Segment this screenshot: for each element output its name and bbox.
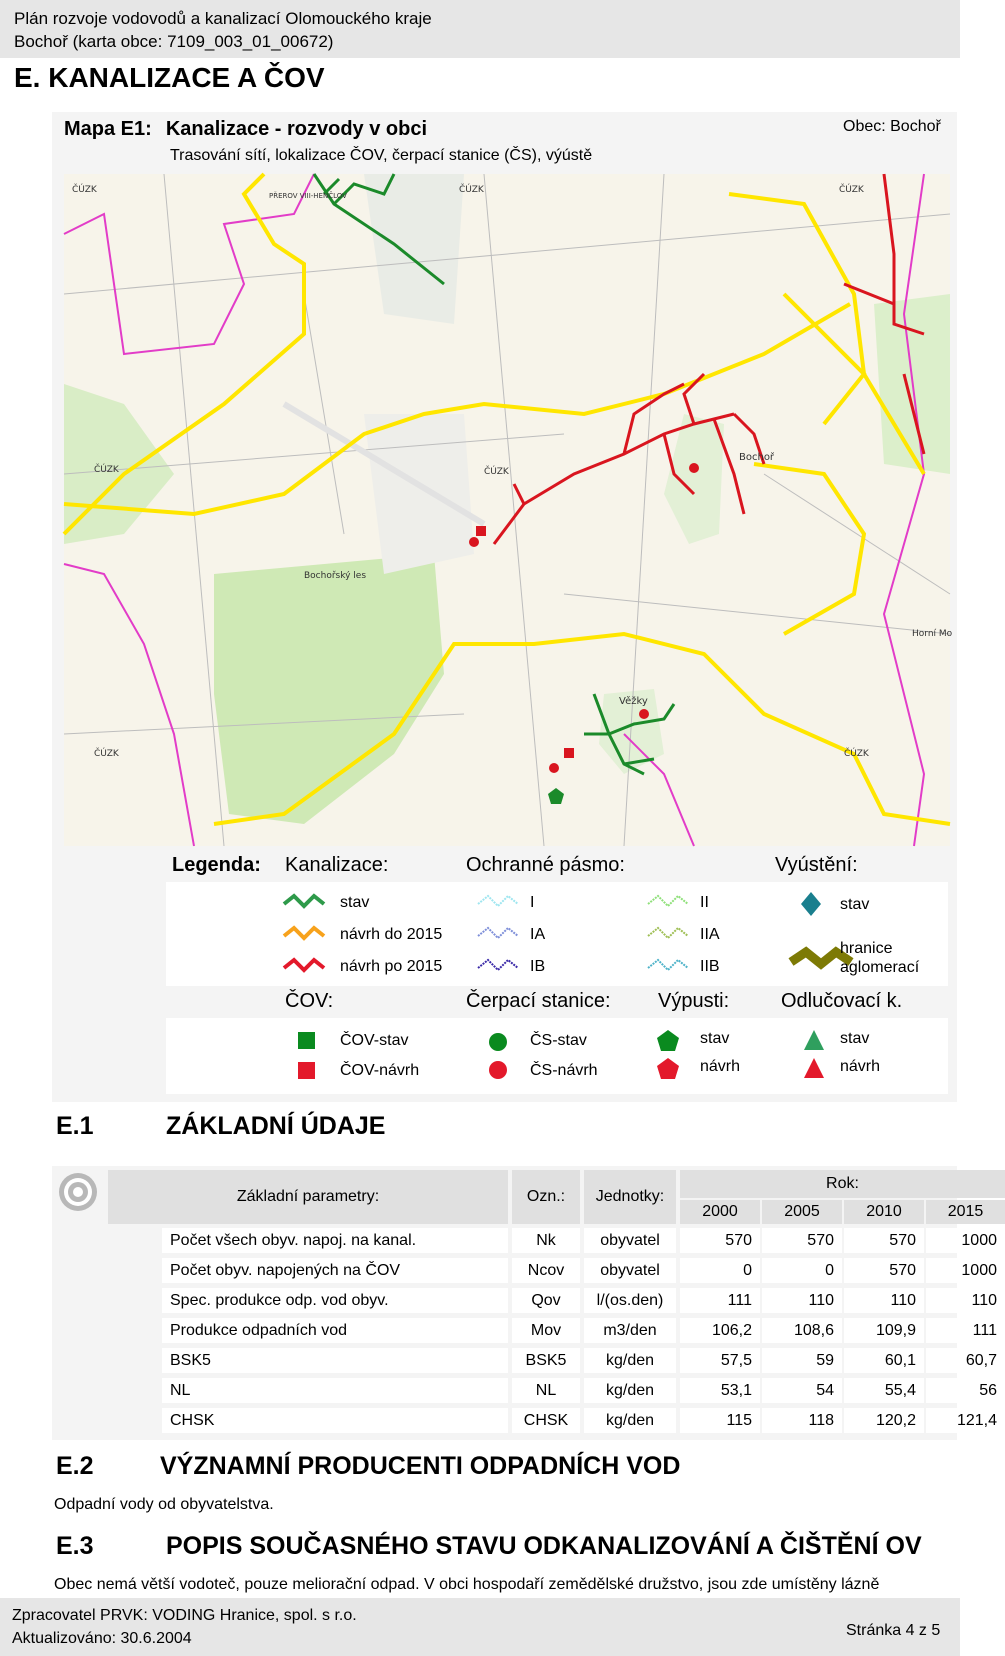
outlet-existing[interactable] — [548, 788, 564, 804]
row-value-2010: 120,2 — [844, 1408, 924, 1433]
wwtp-proposed[interactable] — [476, 526, 486, 536]
section-number-e2: E.2 — [56, 1452, 94, 1480]
row-value-2005: 118 — [762, 1408, 842, 1433]
row-value-2015: 111 — [926, 1318, 1005, 1343]
place-label: Bochořský les — [304, 571, 367, 581]
row-value-2015: 121,4 — [926, 1408, 1005, 1433]
row-value-2015: 60,7 — [926, 1348, 1005, 1373]
legend-label-cov-stav: ČOV-stav — [340, 1032, 409, 1049]
row-unit: obyvatel — [584, 1228, 676, 1253]
row-name: BSK5 — [162, 1348, 508, 1373]
municipality-label: Obec: Bochoř — [843, 118, 941, 135]
row-ozn: Qov — [512, 1288, 580, 1313]
legend-label-odl-stav: stav — [840, 1030, 870, 1047]
row-value-2000: 570 — [680, 1228, 760, 1253]
legend-discharge-existing — [657, 1030, 679, 1051]
section-heading-e3: POPIS SOUČASNÉHO STAVU ODKANALIZOVÁNÍ A ČIŠTĚNÍ OV — [166, 1532, 922, 1560]
municipal-boundary — [64, 174, 314, 354]
legend-symbols — [166, 882, 948, 986]
col-header-year: Rok: — [680, 1170, 1005, 1198]
legend-line-existing — [284, 896, 324, 906]
e3-text: Obec nemá větší vodoteč, pouze meliorační odpad. V obci hospodaří zemědělské družstvo, jsou zde umístěny lázně — [54, 1576, 880, 1593]
row-value-2000: 57,5 — [680, 1348, 760, 1373]
row-unit: kg/den — [584, 1378, 676, 1403]
row-unit: m3/den — [584, 1318, 676, 1343]
row-value-2005: 0 — [762, 1258, 842, 1283]
row-ozn: CHSK — [512, 1408, 580, 1433]
cuzk-label: ČÚZK — [459, 185, 484, 195]
legend-title: Legenda: — [172, 854, 261, 876]
legend-wwtp-heading: ČOV: — [285, 990, 334, 1012]
legend-line-proposed-2015 — [284, 928, 324, 938]
map-canvas — [64, 174, 953, 846]
place-label: PŘEROV VIII-HENČLOV — [269, 192, 347, 200]
basic-data-table — [52, 1166, 997, 1440]
section-number-e3: E.3 — [56, 1532, 94, 1560]
row-value-2005: 570 — [762, 1228, 842, 1253]
legend-wwtp-existing — [298, 1032, 315, 1049]
legend-label-IIA: IIA — [700, 926, 720, 943]
row-value-2005: 110 — [762, 1288, 842, 1313]
legend-pumping-proposed — [489, 1061, 507, 1079]
row-unit: kg/den — [584, 1348, 676, 1373]
row-ozn: BSK5 — [512, 1348, 580, 1373]
row-value-2000: 115 — [680, 1408, 760, 1433]
legend-zone-IB — [478, 960, 518, 970]
legend-label-cov-navrh: ČOV-návrh — [340, 1062, 420, 1079]
cuzk-label: ČÚZK — [72, 185, 97, 195]
page-footer — [0, 1598, 960, 1656]
row-name: Počet obyv. napojených na ČOV — [162, 1258, 508, 1283]
pumping-station-proposed[interactable] — [549, 763, 559, 773]
legend-pumping-heading: Čerpací stanice: — [466, 990, 611, 1012]
section-number-e1: E.1 — [56, 1112, 94, 1140]
legend-sewer-heading: Kanalizace: — [285, 854, 389, 876]
legend-separator-heading: Odlučovací k. — [781, 990, 903, 1012]
legend-box-points — [166, 1018, 948, 1094]
legend-wwtp-proposed — [298, 1062, 315, 1079]
cuzk-label: ČÚZK — [844, 749, 869, 759]
pumping-station-proposed[interactable] — [639, 709, 649, 719]
legend-line-proposed-after-2015 — [284, 960, 324, 970]
legend-zone-II — [648, 896, 688, 906]
wwtp-proposed[interactable] — [564, 748, 574, 758]
target-icon — [56, 1170, 100, 1214]
row-ozn: Ncov — [512, 1258, 580, 1283]
legend-outlet-heading: Vyústění: — [775, 854, 858, 876]
row-name: Počet všech obyv. napoj. na kanal. — [162, 1228, 508, 1253]
row-value-2010: 570 — [844, 1228, 924, 1253]
legend-separator-existing — [804, 1030, 824, 1050]
row-name: NL — [162, 1378, 508, 1403]
legend-outlet-diamond — [801, 892, 821, 916]
agglomeration-boundary — [754, 464, 864, 634]
map-title: Kanalizace - rozvody v obci — [165, 118, 428, 140]
footer-updated: Aktualizováno: 30.6.2004 — [12, 1630, 192, 1647]
col-header-2015: 2015 — [926, 1200, 1005, 1224]
row-value-2000: 0 — [680, 1258, 760, 1283]
municipal-boundary — [64, 564, 194, 846]
cuzk-label: ČÚZK — [839, 185, 864, 195]
row-value-2005: 59 — [762, 1348, 842, 1373]
row-value-2010: 55,4 — [844, 1378, 924, 1403]
section-heading-e1: ZÁKLADNÍ ÚDAJE — [166, 1112, 386, 1140]
legend-label-vyp-navrh: návrh — [700, 1058, 741, 1075]
legend-label-navrh-2015: návrh do 2015 — [340, 926, 443, 943]
legend-label-IIB: IIB — [700, 958, 720, 975]
place-label: Věžky — [619, 696, 648, 707]
legend-protection-heading: Ochranné pásmo: — [466, 854, 625, 876]
row-value-2000: 111 — [680, 1288, 760, 1313]
row-name: CHSK — [162, 1408, 508, 1433]
built-area — [364, 174, 464, 324]
page-header — [0, 0, 960, 58]
legend-label-vyp-stav: stav — [700, 1030, 730, 1047]
section-title: E. KANALIZACE A ČOV — [14, 62, 325, 93]
row-value-2010: 110 — [844, 1288, 924, 1313]
legend-label-IB: IB — [530, 958, 546, 975]
header-plan-title: Plán rozvoje vodovodů a kanalizací Olomouckého kraje — [14, 9, 432, 28]
legend-discharge-heading: Výpusti: — [658, 990, 730, 1012]
col-header-units: Jednotky: — [584, 1170, 676, 1224]
cuzk-label: ČÚZK — [94, 749, 119, 759]
legend-label-cs-navrh: ČS-návrh — [530, 1062, 598, 1079]
row-value-2005: 54 — [762, 1378, 842, 1403]
legend-label-IA: IA — [530, 926, 546, 943]
col-header-params: Základní parametry: — [108, 1170, 508, 1224]
row-value-2010: 570 — [844, 1258, 924, 1283]
section-heading-e2: VÝZNAMNÍ PRODUCENTI ODPADNÍCH VOD — [160, 1452, 681, 1480]
row-ozn: Nk — [512, 1228, 580, 1253]
legend-box-lines — [166, 882, 948, 986]
row-value-2015: 110 — [926, 1288, 1005, 1313]
row-value-2000: 53,1 — [680, 1378, 760, 1403]
cuzk-label: ČÚZK — [94, 465, 119, 475]
legend-label-II: II — [700, 894, 709, 911]
col-header-2010: 2010 — [844, 1200, 924, 1224]
row-value-2005: 108,6 — [762, 1318, 842, 1343]
row-value-2000: 106,2 — [680, 1318, 760, 1343]
pumping-station-proposed[interactable] — [469, 537, 479, 547]
map-heading — [64, 118, 427, 141]
col-header-2005: 2005 — [762, 1200, 842, 1224]
village-green — [664, 414, 724, 544]
e2-text: Odpadní vody od obyvatelstva. — [54, 1496, 274, 1513]
legend-label-I: I — [530, 894, 535, 911]
place-label: Bochoř — [739, 452, 775, 463]
legend-label-outlet-stav: stav — [840, 896, 870, 913]
row-value-2010: 109,9 — [844, 1318, 924, 1343]
map-subtitle: Trasování sítí, lokalizace ČOV, čerpací stanice (ČS), výústě — [170, 147, 593, 164]
header-municipality-card: Bochoř (karta obce: 7109_003_01_00672) — [14, 32, 334, 51]
legend-zone-IA — [478, 928, 518, 938]
footer-page-number: Stránka 4 z 5 — [846, 1622, 941, 1639]
row-name: Spec. produkce odp. vod obyv. — [162, 1288, 508, 1313]
agglomeration-boundary — [784, 294, 864, 424]
built-area — [364, 414, 474, 574]
sewer-map[interactable] — [64, 174, 953, 846]
row-ozn: NL — [512, 1378, 580, 1403]
map-label: Mapa E1: — [64, 118, 152, 140]
legend-zone-I — [478, 896, 518, 906]
legend-label-aglomeraci: aglomerací — [840, 959, 920, 976]
legend-label-cs-stav: ČS-stav — [530, 1032, 587, 1049]
legend-label-hranice: hranice — [840, 940, 893, 957]
footer-author: Zpracovatel PRVK: VODING Hranice, spol. s r.o. — [12, 1607, 357, 1624]
row-ozn: Mov — [512, 1318, 580, 1343]
row-unit: l/(os.den) — [584, 1288, 676, 1313]
legend-zone-IIA — [648, 928, 688, 938]
legend-zone-IIB — [648, 960, 688, 970]
municipal-boundary — [884, 174, 924, 846]
row-name: Produkce odpadních vod — [162, 1318, 508, 1343]
place-label: Horní Mo — [912, 629, 953, 639]
col-header-2000: 2000 — [680, 1200, 760, 1224]
row-value-2015: 1000 — [926, 1228, 1005, 1253]
pumping-station-proposed[interactable] — [689, 463, 699, 473]
legend-label-stav: stav — [340, 894, 370, 911]
col-header-ozn: Ozn.: — [512, 1170, 580, 1224]
cuzk-label: ČÚZK — [484, 467, 509, 477]
row-value-2015: 56 — [926, 1378, 1005, 1403]
legend-label-navrh-po-2015: návrh po 2015 — [340, 958, 443, 975]
legend-separator-proposed — [804, 1058, 824, 1078]
legend-label-odl-navrh: návrh — [840, 1058, 881, 1075]
legend-point-symbols — [166, 1018, 948, 1094]
row-value-2010: 60,1 — [844, 1348, 924, 1373]
legend-discharge-proposed — [657, 1058, 679, 1079]
row-value-2015: 1000 — [926, 1258, 1005, 1283]
row-unit: obyvatel — [584, 1258, 676, 1283]
row-unit: kg/den — [584, 1408, 676, 1433]
legend-pumping-existing — [489, 1033, 507, 1051]
